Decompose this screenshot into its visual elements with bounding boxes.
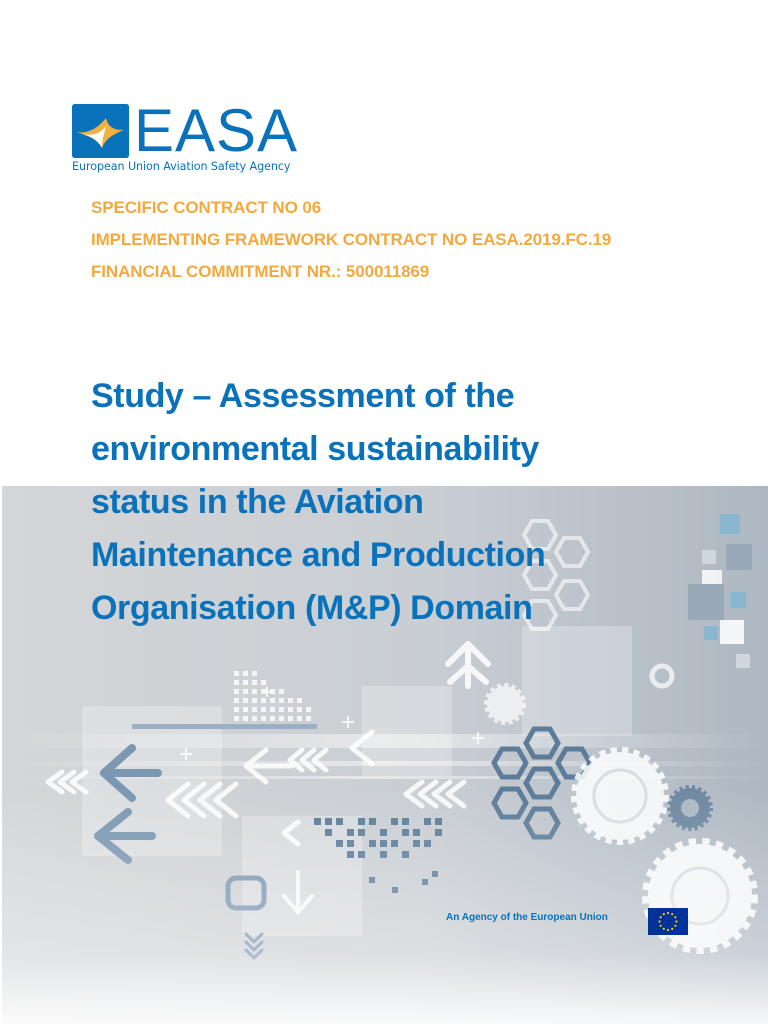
specific-contract-line: SPECIFIC CONTRACT NO 06	[91, 198, 322, 217]
financial-commitment-line: FINANCIAL COMMITMENT NR.: 500011869	[91, 262, 430, 281]
easa-logo[interactable]	[72, 97, 302, 180]
easa-bird-logo-icon	[72, 104, 129, 158]
title-line-3: status in the Aviation	[91, 483, 424, 521]
title-line-4: Maintenance and Production	[91, 536, 546, 574]
title-line-1: Study – Assessment of the	[91, 377, 515, 415]
contract-details	[91, 192, 611, 288]
easa-full-name: European Union Aviation Safety Agency	[72, 160, 291, 173]
framework-contract-line: IMPLEMENTING FRAMEWORK CONTRACT NO EASA.2019.FC.19	[91, 230, 612, 249]
document-title	[91, 370, 691, 635]
agency-statement: An Agency of the European Union	[446, 912, 608, 923]
eu-flag-icon	[648, 908, 688, 935]
title-line-5: Organisation (M&P) Domain	[91, 589, 533, 627]
title-line-2: environmental sustainability	[91, 430, 539, 468]
easa-wordmark: EASA	[134, 97, 299, 164]
